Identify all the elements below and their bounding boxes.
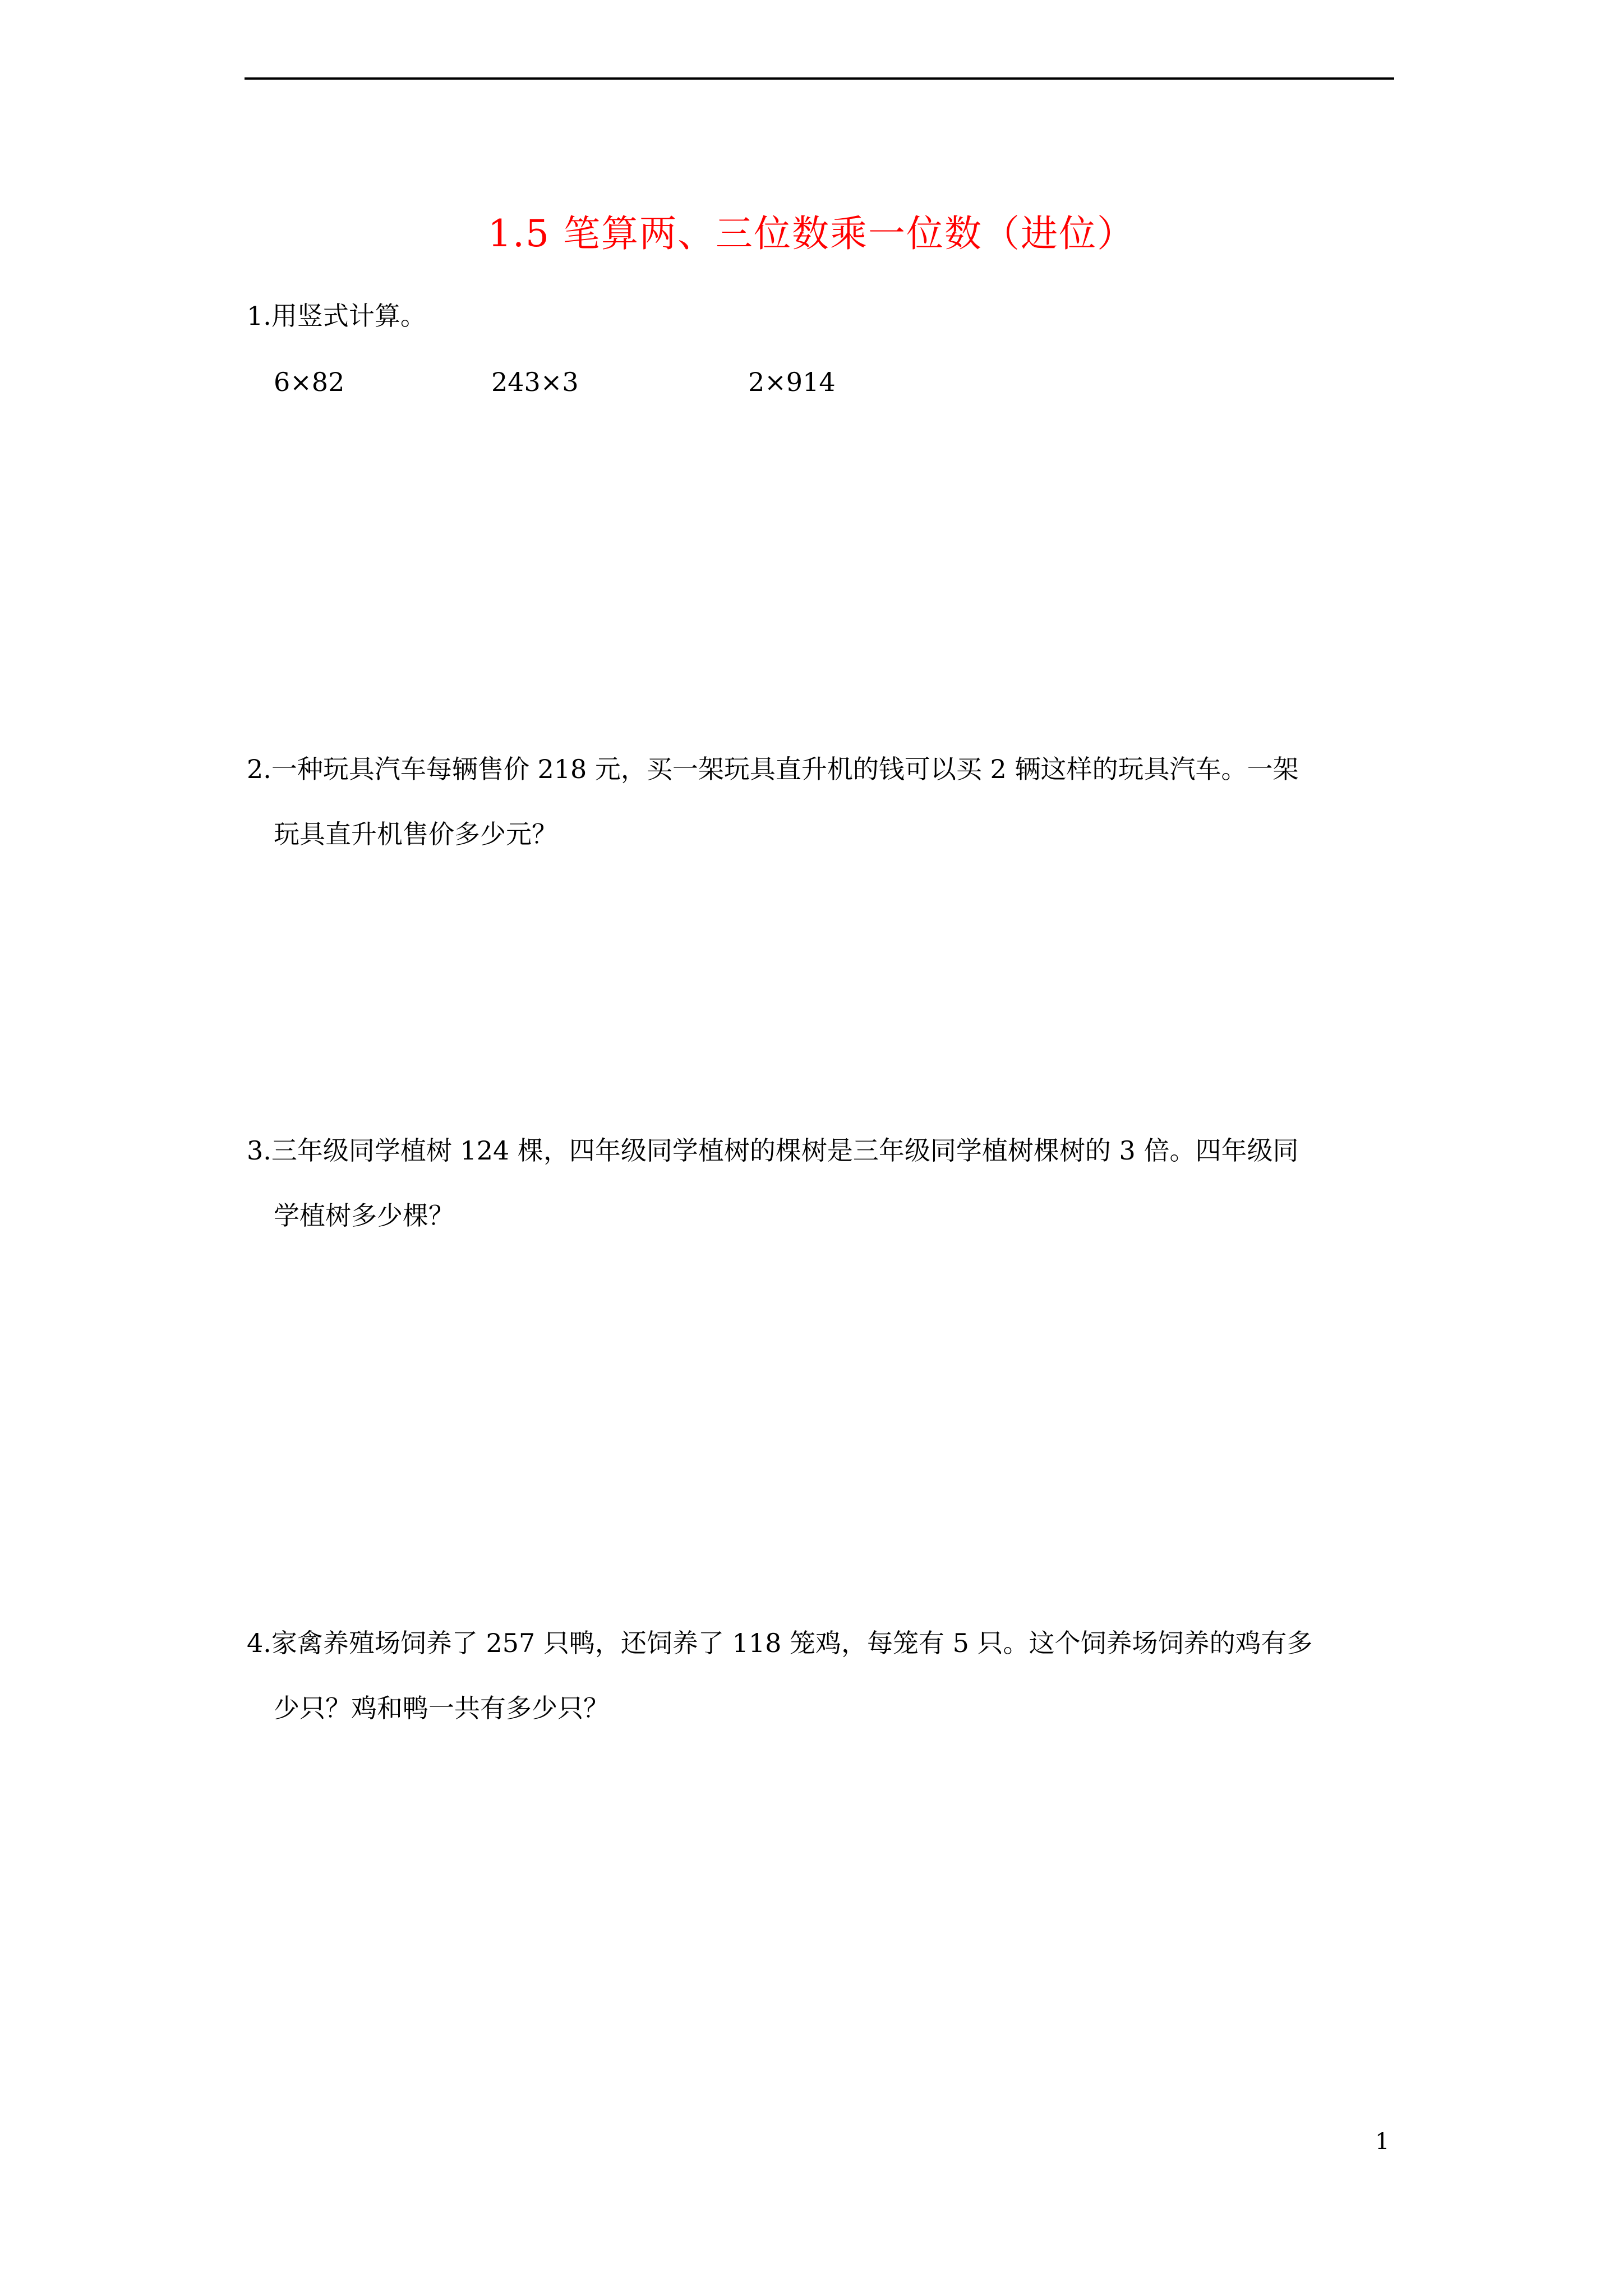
calculation-1: 6×82 bbox=[274, 367, 345, 397]
header-rule bbox=[245, 77, 1394, 80]
question-1-prompt: 1.用竖式计算。 bbox=[247, 301, 426, 331]
question-3-line-1: 3.三年级同学植树 124 棵，四年级同学植树的棵树是三年级同学植树棵树的 3 倍。四年级同 bbox=[247, 1135, 1299, 1166]
question-4-line-1: 4.家禽养殖场饲养了 257 只鸭，还饲养了 118 笼鸡，每笼有 5 只。这个饲养场饲养的鸡有多 bbox=[247, 1628, 1313, 1658]
page-number: 1 bbox=[1375, 2129, 1390, 2155]
page-title: 1.5 笔算两、三位数乘一位数（进位） bbox=[488, 212, 1135, 255]
calculation-2: 243×3 bbox=[491, 367, 579, 397]
question-2-line-1: 2.一种玩具汽车每辆售价 218 元，买一架玩具直升机的钱可以买 2 辆这样的玩具汽车。一架 bbox=[247, 754, 1299, 784]
question-3-line-2: 学植树多少棵？ bbox=[274, 1200, 454, 1231]
question-4-line-2: 少只？鸡和鸭一共有多少只？ bbox=[274, 1693, 609, 1723]
question-2-line-2: 玩具直升机售价多少元？ bbox=[274, 819, 557, 849]
calculation-3: 2×914 bbox=[748, 367, 836, 397]
